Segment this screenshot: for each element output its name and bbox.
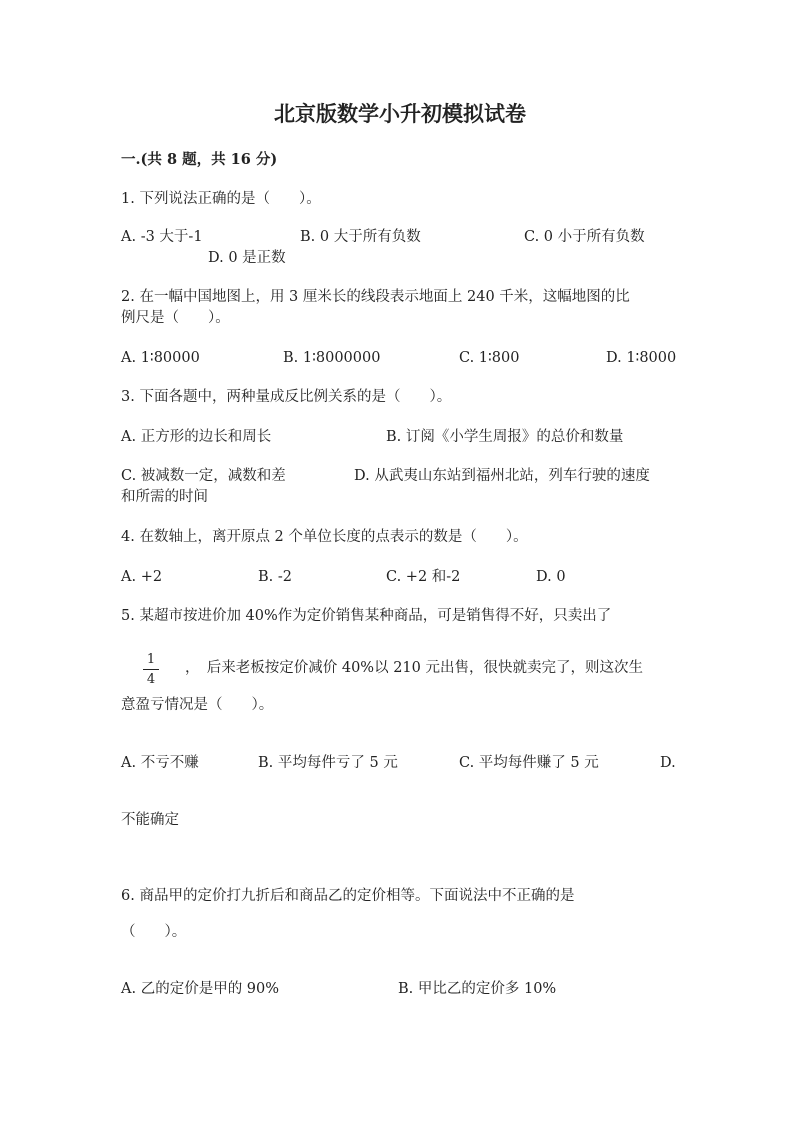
question-4-option-a: A. +2 — [121, 569, 163, 585]
question-4-option-d: D. 0 — [536, 569, 566, 585]
question-3-option-b: B. 订阅《小学生周报》的总价和数量 — [386, 429, 624, 445]
question-5-option-b: B. 平均每件亏了 5 元 — [258, 755, 398, 771]
question-5-option-d: D. — [660, 755, 676, 771]
question-5-stem-line-1: 5. 某超市按进价加 40%作为定价销售某种商品，可是销售得不好，只卖出了 — [121, 608, 612, 624]
question-2-stem-line-2: 例尺是（ ）。 — [121, 310, 230, 326]
question-3-option-d: D. 从武夷山东站到福州北站，列车行驶的速度 — [354, 468, 650, 484]
question-2-option-d: D. 1∶8000 — [606, 350, 677, 366]
question-1-option-a: A. -3 大于-1 — [121, 229, 203, 245]
question-6-option-b: B. 甲比乙的定价多 10% — [398, 981, 557, 997]
question-3-option-c: C. 被减数一定，减数和差 — [121, 468, 286, 484]
question-1-stem: 1. 下列说法正确的是（ ）。 — [121, 191, 321, 207]
question-5-stem-line-2: ， 后来老板按定价减价 40%以 210 元出售，很快就卖完了，则这次生 — [185, 660, 643, 676]
question-3-stem: 3. 下面各题中，两种量成反比例关系的是（ ）。 — [121, 389, 452, 405]
question-4-option-c: C. +2 和-2 — [386, 569, 461, 585]
question-5-option-c: C. 平均每件赚了 5 元 — [459, 755, 599, 771]
page-title: 北京版数学小升初模拟试卷 — [274, 101, 526, 126]
question-3-option-d-line-2: 和所需的时间 — [121, 489, 208, 505]
question-2-option-a: A. 1∶80000 — [121, 350, 200, 366]
question-1-option-b: B. 0 大于所有负数 — [300, 229, 421, 245]
question-5-option-a: A. 不亏不赚 — [121, 755, 199, 771]
fraction-numerator: 1 — [146, 652, 156, 667]
section-heading: 一.(共 8 题，共 16 分) — [121, 151, 278, 168]
question-6-option-a: A. 乙的定价是甲的 90% — [121, 981, 280, 997]
question-1-option-c: C. 0 小于所有负数 — [524, 229, 645, 245]
question-4-option-b: B. -2 — [258, 569, 292, 585]
question-5-option-d-line-2: 不能确定 — [121, 812, 179, 828]
fraction-one-quarter — [143, 652, 159, 687]
fraction-denominator: 4 — [146, 672, 156, 687]
question-5-stem-line-3: 意盈亏情况是（ ）。 — [121, 697, 274, 713]
question-1-option-d: D. 0 是正数 — [208, 250, 286, 266]
question-2-option-b: B. 1∶8000000 — [283, 350, 381, 366]
question-2-option-c: C. 1∶800 — [459, 350, 520, 366]
question-3-option-a: A. 正方形的边长和周长 — [121, 429, 272, 445]
question-4-stem: 4. 在数轴上，离开原点 2 个单位长度的点表示的数是（ ）。 — [121, 529, 528, 545]
question-6-stem-line-2: （ ）。 — [121, 924, 187, 940]
question-2-stem-line-1: 2. 在一幅中国地图上，用 3 厘米长的线段表示地面上 240 千米，这幅地图的比 — [121, 289, 630, 305]
question-6-stem-line-1: 6. 商品甲的定价打九折后和商品乙的定价相等。下面说法中不正确的是 — [121, 888, 575, 904]
fraction-bar — [143, 669, 159, 670]
